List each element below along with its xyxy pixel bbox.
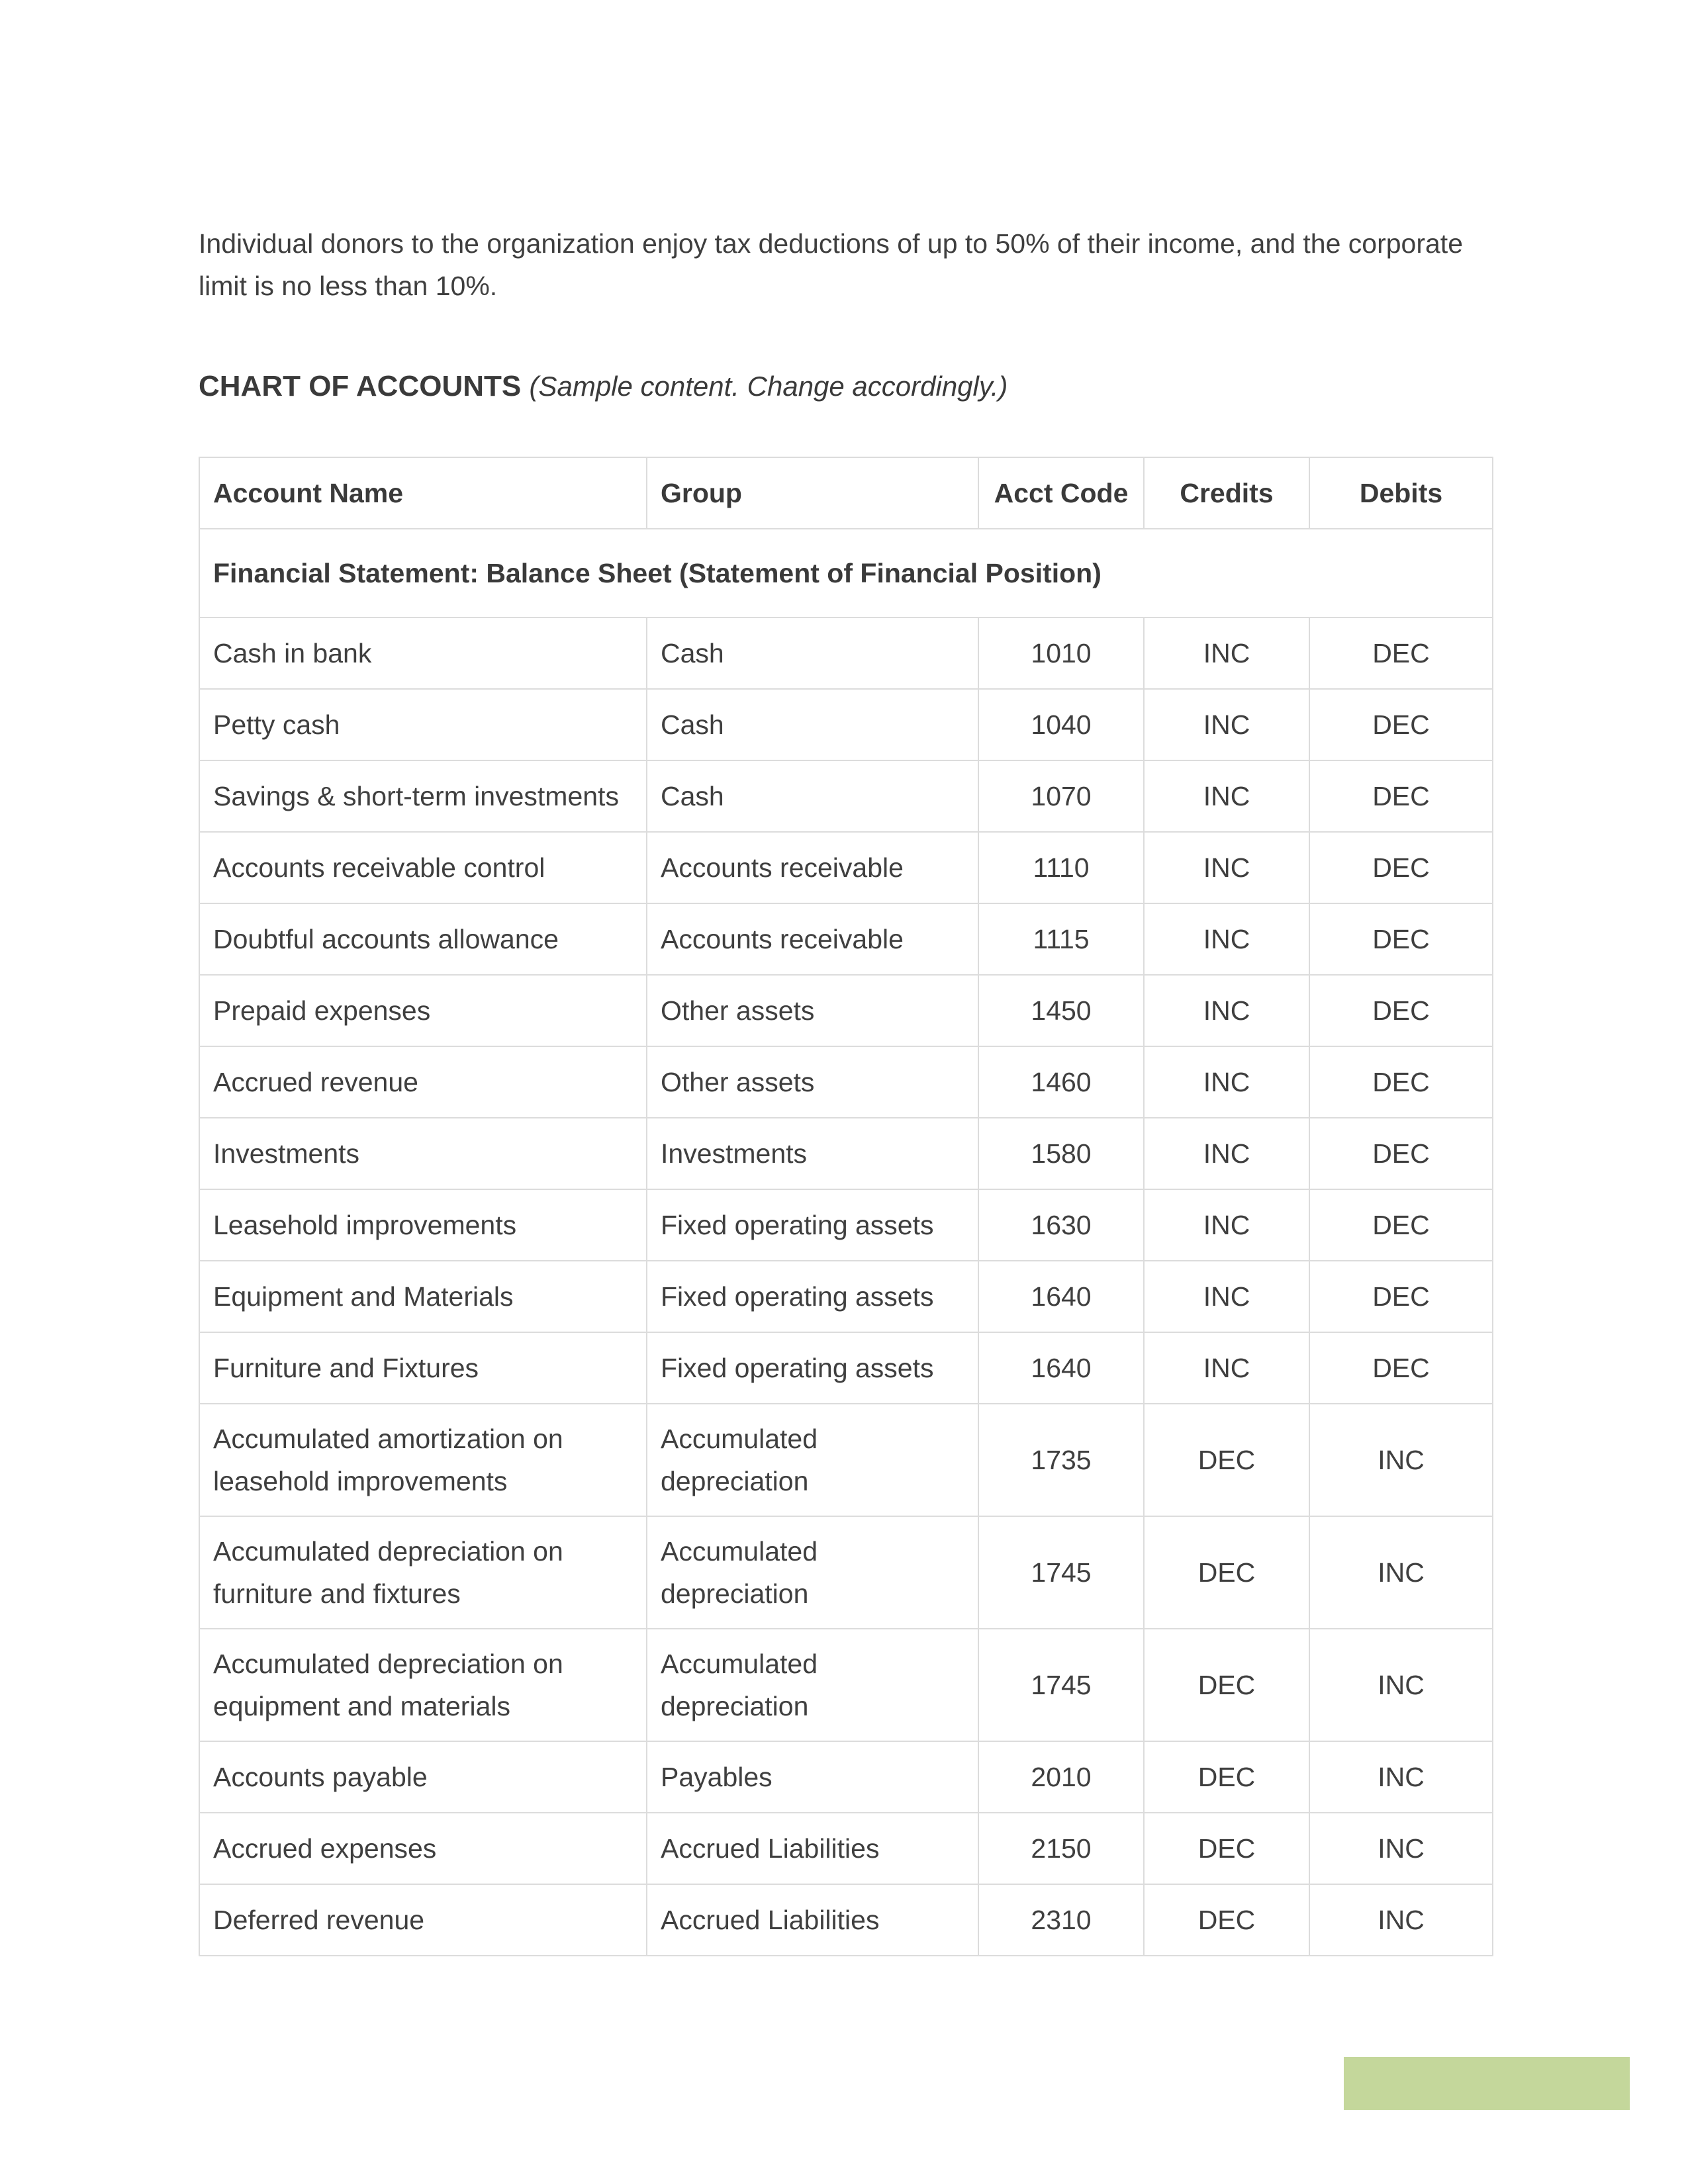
- header-debits: Debits: [1309, 457, 1493, 529]
- cell-credits: INC: [1144, 1332, 1309, 1404]
- cell-credits: INC: [1144, 903, 1309, 975]
- cell-credits: DEC: [1144, 1629, 1309, 1741]
- cell-group: Accumulated depreciation: [647, 1629, 978, 1741]
- cell-debits: INC: [1309, 1629, 1493, 1741]
- table-row: [199, 1884, 1493, 1956]
- cell-group: Fixed operating assets: [647, 1189, 978, 1261]
- cell-debits: DEC: [1309, 1332, 1493, 1404]
- cell-group: Accumulated depreciation: [647, 1404, 978, 1516]
- table-row: [199, 1741, 1493, 1813]
- cell-credits: DEC: [1144, 1404, 1309, 1516]
- table-row: [199, 1813, 1493, 1884]
- cell-acct-code: 1450: [978, 975, 1144, 1046]
- cell-account-name: Doubtful accounts allowance: [199, 903, 647, 975]
- cell-acct-code: 1070: [978, 760, 1144, 832]
- table-row: [199, 975, 1493, 1046]
- cell-credits: INC: [1144, 1261, 1309, 1332]
- cell-debits: DEC: [1309, 1046, 1493, 1118]
- cell-credits: INC: [1144, 689, 1309, 760]
- cell-account-name: Furniture and Fixtures: [199, 1332, 647, 1404]
- cell-account-name: Accrued expenses: [199, 1813, 647, 1884]
- section-title: CHART OF ACCOUNTS: [199, 370, 522, 402]
- cell-group: Accumulated depreciation: [647, 1516, 978, 1629]
- cell-group: Cash: [647, 760, 978, 832]
- cell-debits: DEC: [1309, 1261, 1493, 1332]
- table-row: [199, 1189, 1493, 1261]
- cell-debits: DEC: [1309, 1118, 1493, 1189]
- section-note: (Sample content. Change accordingly.): [529, 371, 1008, 402]
- cell-acct-code: 1110: [978, 832, 1144, 903]
- cell-account-name: Petty cash: [199, 689, 647, 760]
- cell-group: Accounts receivable: [647, 903, 978, 975]
- intro-paragraph: Individual donors to the organization enjoy tax deductions of up to 50% of their income, and the corporate limit is no less than 10%.: [199, 228, 1464, 301]
- cell-credits: INC: [1144, 617, 1309, 689]
- cell-account-name: Accumulated depreciation on equipment and materials: [199, 1629, 647, 1741]
- header-acct-code: Acct Code: [978, 457, 1144, 529]
- cell-account-name: Accounts receivable control: [199, 832, 647, 903]
- cell-debits: DEC: [1309, 617, 1493, 689]
- cell-acct-code: 1630: [978, 1189, 1144, 1261]
- cell-credits: INC: [1144, 975, 1309, 1046]
- cell-group: Fixed operating assets: [647, 1332, 978, 1404]
- cell-credits: INC: [1144, 1118, 1309, 1189]
- cell-account-name: Deferred revenue: [199, 1884, 647, 1956]
- cell-account-name: Equipment and Materials: [199, 1261, 647, 1332]
- cell-credits: DEC: [1144, 1813, 1309, 1884]
- cell-credits: DEC: [1144, 1516, 1309, 1629]
- cell-acct-code: 1735: [978, 1404, 1144, 1516]
- header-credits: Credits: [1144, 457, 1309, 529]
- cell-account-name: Prepaid expenses: [199, 975, 647, 1046]
- table-row: [199, 1332, 1493, 1404]
- cell-account-name: Accumulated amortization on leasehold improvements: [199, 1404, 647, 1516]
- cell-credits: DEC: [1144, 1741, 1309, 1813]
- cell-acct-code: 1010: [978, 617, 1144, 689]
- table-row: [199, 832, 1493, 903]
- cell-debits: DEC: [1309, 1189, 1493, 1261]
- cell-debits: DEC: [1309, 975, 1493, 1046]
- cell-credits: INC: [1144, 832, 1309, 903]
- cell-debits: DEC: [1309, 689, 1493, 760]
- cell-credits: DEC: [1144, 1884, 1309, 1956]
- cell-account-name: Accrued revenue: [199, 1046, 647, 1118]
- cell-debits: INC: [1309, 1741, 1493, 1813]
- table-row: [199, 903, 1493, 975]
- cell-debits: DEC: [1309, 903, 1493, 975]
- cell-group: Cash: [647, 689, 978, 760]
- cell-credits: INC: [1144, 1046, 1309, 1118]
- table-row: [199, 1261, 1493, 1332]
- cell-group: Payables: [647, 1741, 978, 1813]
- cell-account-name: Savings & short-term investments: [199, 760, 647, 832]
- cell-acct-code: 1115: [978, 903, 1144, 975]
- cell-account-name: Accumulated depreciation on furniture and fixtures: [199, 1516, 647, 1629]
- cell-group: Accrued Liabilities: [647, 1884, 978, 1956]
- table-row: [199, 1118, 1493, 1189]
- header-group: Group: [647, 457, 978, 529]
- cell-acct-code: 1745: [978, 1516, 1144, 1629]
- cell-debits: DEC: [1309, 832, 1493, 903]
- cell-acct-code: 2150: [978, 1813, 1144, 1884]
- section-row-label: Financial Statement: Balance Sheet (Statement of Financial Position): [199, 529, 1493, 617]
- chart-of-accounts-table: [199, 457, 1493, 1956]
- cell-acct-code: 1460: [978, 1046, 1144, 1118]
- cell-acct-code: 1580: [978, 1118, 1144, 1189]
- cell-credits: INC: [1144, 760, 1309, 832]
- cell-account-name: Accounts payable: [199, 1741, 647, 1813]
- cell-group: Accrued Liabilities: [647, 1813, 978, 1884]
- cell-acct-code: 1640: [978, 1261, 1144, 1332]
- table-row: [199, 617, 1493, 689]
- cell-debits: INC: [1309, 1404, 1493, 1516]
- cell-debits: DEC: [1309, 760, 1493, 832]
- cell-acct-code: 1745: [978, 1629, 1144, 1741]
- cell-acct-code: 1640: [978, 1332, 1144, 1404]
- cell-debits: INC: [1309, 1516, 1493, 1629]
- cell-account-name: Cash in bank: [199, 617, 647, 689]
- cell-debits: INC: [1309, 1884, 1493, 1956]
- cell-credits: INC: [1144, 1189, 1309, 1261]
- cell-account-name: Leasehold improvements: [199, 1189, 647, 1261]
- cell-group: Other assets: [647, 1046, 978, 1118]
- cell-group: Fixed operating assets: [647, 1261, 978, 1332]
- cell-group: Cash: [647, 617, 978, 689]
- cell-group: Other assets: [647, 975, 978, 1046]
- header-account-name: Account Name: [199, 457, 647, 529]
- cell-group: Investments: [647, 1118, 978, 1189]
- cell-acct-code: 1040: [978, 689, 1144, 760]
- cell-account-name: Investments: [199, 1118, 647, 1189]
- cell-acct-code: 2010: [978, 1741, 1144, 1813]
- cell-group: Accounts receivable: [647, 832, 978, 903]
- cell-debits: INC: [1309, 1813, 1493, 1884]
- table-row: [199, 1516, 1493, 1629]
- table-row: [199, 1629, 1493, 1741]
- footer-accent-bar: [1344, 2057, 1630, 2110]
- section-heading: [199, 365, 1008, 408]
- table-row: [199, 760, 1493, 832]
- table-header-row: [199, 457, 1493, 529]
- table-row: [199, 689, 1493, 760]
- table-row: [199, 1404, 1493, 1516]
- cell-acct-code: 2310: [978, 1884, 1144, 1956]
- section-row: [199, 529, 1493, 617]
- table-row: [199, 1046, 1493, 1118]
